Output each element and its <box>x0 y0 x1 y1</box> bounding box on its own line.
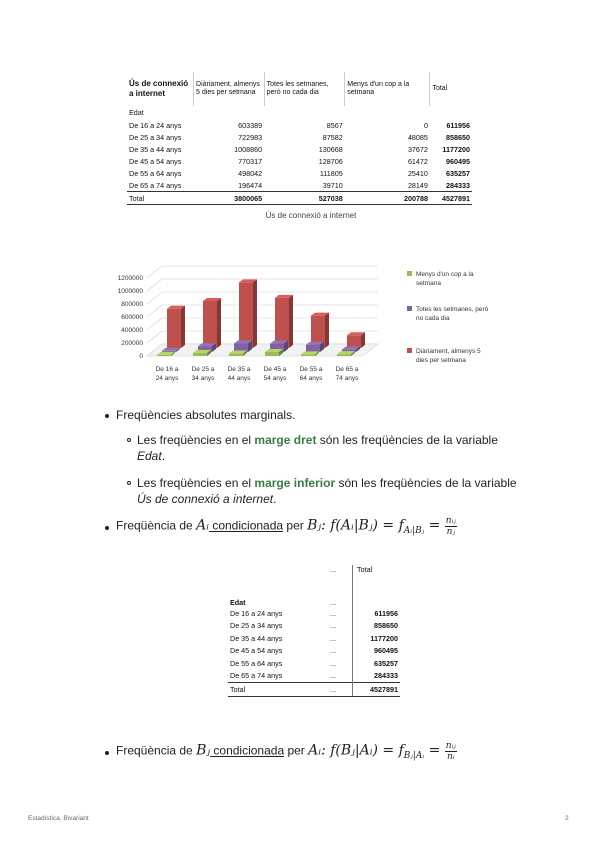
bar-front <box>203 301 217 348</box>
bullet-conditional-b-a: Freqüència de Bⱼ condicionada per Aᵢ: f(Bⱼ|Aᵢ) = $f_{Bⱼ|Aᵢ}$ = nᵢⱼ nᵢ <box>116 741 456 762</box>
legend-label: dies per setmana <box>416 357 466 364</box>
row-label: De 45 a 54 anys <box>129 156 182 166</box>
table-row <box>228 657 400 670</box>
bullet-marge-dret <box>137 432 547 464</box>
cell: 0 <box>423 120 428 130</box>
bar-front <box>239 282 253 348</box>
math-symbol: Aᵢ <box>308 742 322 759</box>
grid-line <box>147 305 162 317</box>
y-tick-label: 1000000 <box>117 288 143 295</box>
cell: 8567 <box>326 120 343 130</box>
cell-total: 611956 <box>353 607 401 620</box>
bar-front <box>306 345 320 352</box>
variable-name: Ús de connexió a internet <box>137 492 274 506</box>
table-row <box>228 620 400 633</box>
ellipsis-cell: ... <box>330 658 336 668</box>
ellipsis-cell: ... <box>330 565 336 574</box>
bar-side <box>253 279 257 348</box>
chart-x-ticks <box>156 366 360 382</box>
table-row <box>228 632 400 645</box>
edat-row <box>228 587 400 607</box>
header-cell: Menys d'un cop a la setmana <box>345 72 430 106</box>
bullet-dot <box>105 526 109 530</box>
variable-name: Edat <box>137 449 162 463</box>
bullet-dot <box>105 751 109 755</box>
frequency-table <box>127 72 472 205</box>
table-row <box>228 645 400 658</box>
header-cell: Total <box>430 72 472 106</box>
header-cell: Total <box>353 565 401 587</box>
cell: 128706 <box>318 156 343 166</box>
bullet-dot <box>105 414 109 418</box>
x-tick-label: 44 anys <box>227 375 251 382</box>
y-tick-label: 1200000 <box>117 275 143 282</box>
bar-front <box>265 352 279 356</box>
row-label: Total <box>228 683 314 697</box>
bar-front <box>337 354 351 356</box>
legend-item <box>407 271 474 287</box>
text: per <box>284 743 309 758</box>
ellipsis-cell: ... <box>330 671 336 681</box>
cell: 25410 <box>407 168 428 178</box>
x-tick-label: 24 anys <box>155 375 179 382</box>
chart-legend <box>407 271 489 364</box>
cell-total: 635257 <box>353 657 401 670</box>
y-tick-label: 600000 <box>121 314 143 321</box>
bar-front <box>347 335 361 348</box>
legend-label: Totes les setmanes, però <box>416 306 489 313</box>
ellipsis-cell: ... <box>330 608 336 618</box>
bullet-text: Freqüències absolutes marginals. <box>116 408 296 422</box>
bar-2-3 <box>275 295 293 348</box>
grid-line <box>147 266 162 278</box>
table-row <box>127 167 472 179</box>
edat-label: Edat <box>129 108 144 117</box>
table-row <box>228 670 400 683</box>
cell-total: 858650 <box>446 132 470 142</box>
bar-front <box>193 353 207 356</box>
text: Les freqüències en el <box>137 476 255 490</box>
x-tick-label: De 35 a <box>227 366 251 373</box>
bar-front <box>229 354 243 356</box>
cell: 770317 <box>238 156 263 166</box>
bar-0-3 <box>265 349 283 356</box>
math-subscript: Bⱼ|Aᵢ <box>403 751 425 762</box>
text: Freqüència de <box>116 518 197 533</box>
text: . <box>161 449 166 463</box>
x-tick-label: De 45 a <box>263 366 287 373</box>
x-tick-label: 74 anys <box>335 375 359 382</box>
table-header-row <box>228 565 400 587</box>
cell: 61472 <box>407 156 428 166</box>
math-symbol: Aᵢ <box>196 517 209 534</box>
bar-2-1 <box>203 298 221 348</box>
row-label: De 55 a 64 anys <box>129 168 182 178</box>
text: per <box>283 518 308 533</box>
table-row <box>127 179 472 192</box>
cell: 87582 <box>322 132 343 142</box>
header-cell: Ús de connexió a internet <box>129 79 189 98</box>
bullet-marginals <box>116 407 295 423</box>
denominator: nⱼ <box>446 527 455 537</box>
fraction <box>445 741 457 762</box>
row-label: Total <box>127 192 194 205</box>
cell-total: 527038 <box>264 192 345 205</box>
text: . <box>273 492 277 506</box>
sub-bullet-circle <box>127 438 131 442</box>
bar-2-2 <box>239 279 257 348</box>
bar-side <box>181 306 185 348</box>
cell: 603389 <box>238 120 263 130</box>
bullet-marge-inferior <box>137 475 547 507</box>
numerator: nᵢⱼ <box>445 741 456 751</box>
edat-label: Edat <box>230 598 246 607</box>
text: són les freqüències de la variable <box>316 433 498 447</box>
cell-total: 4527891 <box>353 683 401 697</box>
numerator: nᵢⱼ <box>445 516 456 526</box>
grid-line <box>147 292 162 304</box>
cell-total: 635257 <box>446 168 470 178</box>
cell: 498042 <box>238 168 263 178</box>
total-row <box>127 192 472 205</box>
bar-front <box>275 298 289 348</box>
footer-title: Estadística. Bivariant <box>28 815 89 822</box>
cell-total: 858650 <box>353 620 401 633</box>
math-symbol: Bⱼ <box>196 742 211 759</box>
cell-total: 960495 <box>353 645 401 658</box>
x-tick-label: 34 anys <box>191 375 215 382</box>
total-row <box>228 683 400 697</box>
legend-label: Menys d'un cop a la <box>416 271 474 278</box>
row-label: De 35 a 44 anys <box>129 144 182 154</box>
grid-line <box>147 331 162 343</box>
legend-label: no cada dia <box>416 315 450 322</box>
row-label: De 25 a 34 anys <box>129 132 182 142</box>
bar-front <box>157 355 171 356</box>
bar-side <box>217 298 221 348</box>
underlined-term: condicionada <box>210 743 285 758</box>
table-row <box>127 119 472 131</box>
ellipsis-cell: ... <box>330 633 336 643</box>
y-tick-label: 800000 <box>121 301 143 308</box>
row-label: De 16 a 24 anys <box>129 120 182 130</box>
chart-title: Ús de connexió a internet <box>265 211 357 220</box>
math-symbol: Bⱼ <box>307 517 322 534</box>
legend-swatch <box>407 271 412 276</box>
bullet-conditional-a-b: Freqüència de Aᵢ condicionada per Bⱼ: f(Aᵢ|Bⱼ) = $f_{Aᵢ|Bⱼ}$ = nᵢⱼ nⱼ <box>116 516 456 537</box>
header-cell: Totes les setmanes, però no cada dia <box>264 72 345 106</box>
bar-1-2 <box>234 341 252 352</box>
x-tick-label: De 25 a <box>191 366 215 373</box>
marginal-table <box>228 565 400 697</box>
bar-front <box>301 354 315 356</box>
cell-total: 284333 <box>446 180 470 190</box>
math-subscript: Aᵢ|Bⱼ <box>403 526 425 537</box>
bar-2-5 <box>347 332 365 348</box>
table-row <box>127 155 472 167</box>
cell: 37672 <box>407 144 428 154</box>
grid-line <box>147 318 162 330</box>
math-formula: : f(Aᵢ|Bⱼ) = f <box>321 517 404 534</box>
sub-bullet-circle <box>127 481 131 485</box>
cell: 1008860 <box>234 144 263 154</box>
y-tick-label: 400000 <box>121 327 143 334</box>
y-tick-label: 200000 <box>121 340 143 347</box>
ellipsis-cell: ... <box>330 646 336 656</box>
cell-total: 284333 <box>353 670 401 683</box>
row-label: De 35 a 44 anys <box>230 633 283 643</box>
row-label: De 25 a 34 anys <box>230 621 283 631</box>
bar-chart <box>105 208 525 393</box>
cell-total: 4527891 <box>430 192 472 205</box>
bar-1-4 <box>306 342 324 352</box>
edat-row <box>127 106 472 119</box>
x-tick-label: 64 anys <box>299 375 323 382</box>
cell-total: 1177200 <box>442 144 470 154</box>
cell: 130668 <box>318 144 343 154</box>
bar-front <box>167 309 181 348</box>
text: Freqüència de <box>116 743 197 758</box>
bar-side <box>325 313 329 348</box>
legend-swatch <box>407 306 412 311</box>
cell-total: 960495 <box>446 156 470 166</box>
bar-2-0 <box>167 306 185 348</box>
text: Les freqüències en el <box>137 433 255 447</box>
x-tick-label: De 65 a <box>335 366 359 373</box>
legend-label: setmana <box>416 280 441 287</box>
legend-label: Diàriament, almenys 5 <box>416 348 481 355</box>
table-row <box>228 607 400 620</box>
cell-total: 200788 <box>345 192 430 205</box>
row-label: De 45 a 54 anys <box>230 646 283 656</box>
highlight-term: marge dret <box>254 433 317 447</box>
cell: 28149 <box>407 180 428 190</box>
cell: 722983 <box>238 132 263 142</box>
ellipsis-cell: ... <box>314 683 353 697</box>
bar-side <box>289 295 293 348</box>
math-formula: : f(Bⱼ|Aᵢ) = f <box>321 742 404 759</box>
underlined-term: condicionada <box>209 518 284 533</box>
legend-item <box>407 348 481 364</box>
table-row <box>127 143 472 155</box>
ellipsis-cell: ... <box>330 598 336 607</box>
x-tick-label: 54 anys <box>263 375 287 382</box>
row-label: De 16 a 24 anys <box>230 608 283 618</box>
cell: 48085 <box>407 132 428 142</box>
text: són les freqüències de la variable <box>335 476 517 490</box>
chart-y-ticks <box>118 275 144 360</box>
cell-total: 611956 <box>446 120 470 130</box>
ellipsis-cell: ... <box>330 621 336 631</box>
cell-total: 1177200 <box>353 632 401 645</box>
row-label: De 65 a 74 anys <box>129 180 182 190</box>
header-cell: Diàriament, almenys 5 dies per setmana <box>194 72 265 106</box>
cell: 111805 <box>319 168 343 178</box>
fraction <box>445 516 457 537</box>
cell: 196474 <box>238 180 263 190</box>
x-tick-label: De 55 a <box>299 366 323 373</box>
grid-line <box>147 279 162 291</box>
legend-swatch <box>407 348 412 353</box>
x-tick-label: De 16 a <box>155 366 179 373</box>
denominator: nᵢ <box>446 752 455 762</box>
cell: 39710 <box>322 180 343 190</box>
row-label: De 55 a 64 anys <box>230 658 283 668</box>
legend-item <box>407 306 489 322</box>
page-number: 2 <box>565 815 569 822</box>
row-label: De 65 a 74 anys <box>230 671 283 681</box>
cell-total: 3800065 <box>194 192 265 205</box>
highlight-term: marge inferior <box>254 476 336 490</box>
table-row <box>127 131 472 143</box>
y-tick-label: 0 <box>139 353 143 360</box>
table-header-row <box>127 72 472 106</box>
